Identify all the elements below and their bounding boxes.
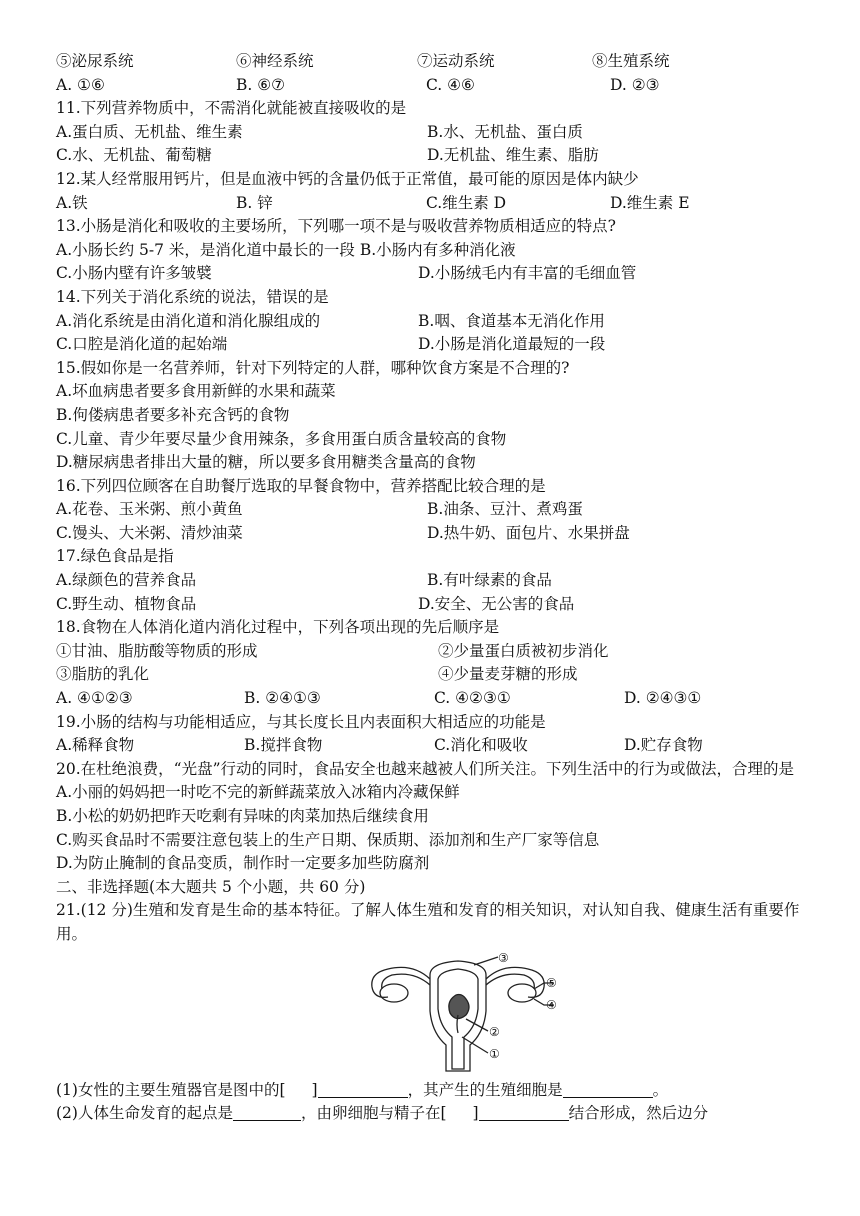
- option-d: D.无机盐、维生素、脂肪: [427, 146, 599, 165]
- q21-stem: 21.(12 分)生殖和发育是生命的基本特征。了解人体生殖和发育的相关知识，对认知自我、健康生活有重要作用。: [56, 901, 800, 943]
- option-c: C.水、无机盐、葡萄糖: [56, 146, 212, 165]
- q13-options-row2: [56, 262, 816, 286]
- option-d: D.糖尿病患者排出大量的糖，所以要多食用糖类含量高的食物: [56, 453, 476, 472]
- option-c: C.购买食品时不需要注意包装上的生产日期、保质期、添加剂和生产厂家等信息: [56, 830, 600, 849]
- label-1: ①: [489, 1046, 500, 1061]
- q17-stem: 17.绿色食品是指: [56, 547, 174, 566]
- option-d: D.小肠绒毛内有丰富的毛细血管: [418, 264, 637, 283]
- answer-blank[interactable]: [563, 1081, 653, 1098]
- option-c: C. ④⑥: [426, 75, 475, 94]
- option-b: B.有叶绿素的食品: [427, 571, 552, 590]
- option-b: B. ②④①③: [244, 689, 321, 708]
- q18-item: ④少量麦芽糖的形成: [438, 665, 578, 684]
- option-b: B.小松的奶奶把昨天吃剩有异味的肉菜加热后继续食用: [56, 807, 429, 825]
- q18-item: ③脂肪的乳化: [56, 665, 150, 684]
- q13-stem: 13.小肠是消化和吸收的主要场所，下列哪一项不是与吸收营养物质相适应的特点?: [56, 217, 616, 236]
- q10-items-row: [56, 50, 816, 74]
- q10-options-row: [56, 74, 816, 98]
- q20-stem: 20.在杜绝浪费，“光盘”行动的同时，食品安全也越来越被人们所关注。下列生活中的行为或做法，合理的是: [56, 759, 795, 778]
- option-c: C.口腔是消化道的起始端: [56, 335, 228, 354]
- option-c: C.馒头、大米粥、清炒油菜: [56, 523, 243, 542]
- q18-items-row1: [56, 640, 816, 664]
- option-a: A.蛋白质、无机盐、维生素: [56, 122, 243, 141]
- option-d: D.热牛奶、面包片、水果拼盘: [427, 523, 630, 542]
- option-a: A.花卷、玉米粥、煎小黄鱼: [56, 500, 243, 519]
- option-b: B. 锌: [236, 193, 273, 212]
- q18-stem: 18.食物在人体消化道内消化过程中，下列各项出现的先后顺序是: [56, 618, 500, 637]
- q10-item: ⑤泌尿系统: [56, 52, 134, 70]
- option-d: D. ②④③①: [624, 689, 702, 708]
- option-c: C.维生素 D: [426, 193, 507, 212]
- option-d: D.贮存食物: [624, 736, 703, 755]
- q17-options-row1: [56, 569, 816, 593]
- q15-stem: 15.假如你是一名营养师，针对下列特定的人群，哪种饮食方案是不合理的?: [56, 358, 570, 377]
- left-ovary: [380, 984, 408, 1002]
- q16-options-row2: [56, 522, 816, 546]
- option-d: D.安全、无公害的食品: [418, 594, 575, 613]
- option-d: D.为防止腌制的食品变质，制作时一定要多加些防腐剂: [56, 854, 430, 873]
- option-d: D.维生素 E: [610, 193, 690, 212]
- q18-options-row: [56, 687, 816, 711]
- option-c: C.消化和吸收: [434, 736, 528, 755]
- q12-options-row: [56, 192, 816, 216]
- right-ovary: [508, 984, 536, 1002]
- sub1-text-d: 。: [652, 1080, 669, 1099]
- option-a: A.稀释食物: [56, 736, 135, 755]
- option-a: A. ①⑥: [56, 75, 105, 94]
- option-c: C. ④②③①: [434, 689, 511, 708]
- option-b: B.水、无机盐、蛋白质: [427, 122, 583, 141]
- q10-item: ⑦运动系统: [417, 52, 495, 70]
- q19-stem: 19.小肠的结构与功能相适应，与其长度长且内表面积大相适应的功能是: [56, 712, 546, 731]
- option-a: A. ④①②③: [56, 689, 133, 708]
- q11-options-row1: [56, 121, 816, 145]
- option-a: A.绿颜色的营养食品: [56, 571, 197, 590]
- female-reproductive-system-figure: [56, 947, 816, 1079]
- sub1-text-b: ]: [311, 1080, 318, 1099]
- sub2-text-c: ]: [472, 1104, 479, 1123]
- answer-blank[interactable]: [318, 1081, 408, 1098]
- q21-sub2: [56, 1102, 816, 1126]
- q16-stem: 16.下列四位顾客在自助餐厅选取的早餐食物中，营养搭配比较合理的是: [56, 476, 546, 495]
- embryo: [449, 994, 469, 1018]
- option-a: A.消化系统是由消化道和消化腺组成的: [56, 311, 321, 330]
- uterus-diagram: [358, 949, 558, 1079]
- exam-page: [56, 50, 816, 1126]
- option-a: A.铁: [56, 193, 88, 212]
- option-b: B.搅拌食物: [244, 736, 323, 755]
- q14-options-row1: [56, 310, 816, 334]
- sub1-text-c: ，其产生的生殖细胞是: [407, 1080, 563, 1099]
- option-d: D. ②③: [610, 75, 660, 94]
- q14-options-row2: [56, 333, 816, 357]
- q18-items-row2: [56, 663, 816, 687]
- sub2-text-a: (2)人体生命发育的起点是: [56, 1104, 233, 1123]
- q19-options-row: [56, 734, 816, 758]
- option-b: B.油条、豆汁、煮鸡蛋: [427, 500, 583, 519]
- option-c: C.小肠内壁有许多皱襞: [56, 264, 212, 283]
- section-heading: 二、非选择题(本大题共 5 个小题，共 60 分): [56, 877, 366, 896]
- label-3: ③: [498, 950, 509, 965]
- q16-options-row1: [56, 498, 816, 522]
- option-a: A.坏血病患者要多食用新鲜的水果和蔬菜: [56, 382, 336, 401]
- label-4: ④: [546, 997, 557, 1012]
- label-2: ②: [489, 1024, 500, 1039]
- answer-blank[interactable]: [479, 1104, 569, 1121]
- q18-item: ①甘油、脂肪酸等物质的形成: [56, 641, 258, 660]
- option-d: D.小肠是消化道最短的一段: [418, 335, 606, 354]
- answer-blank[interactable]: [233, 1104, 301, 1121]
- sub2-text-b: ，由卵细胞与精子在[: [300, 1104, 447, 1123]
- sub1-text-a: (1)女性的主要生殖器官是图中的[: [56, 1080, 286, 1099]
- q11-stem: 11.下列营养物质中，不需消化就能被直接吸收的是: [56, 99, 407, 118]
- option-a: A.小丽的妈妈把一时吃不完的新鲜蔬菜放入冰箱内冷藏保鲜: [56, 783, 460, 802]
- option-b: B. ⑥⑦: [236, 75, 286, 94]
- option-b: B.咽、食道基本无消化作用: [418, 311, 605, 330]
- option-b: B.佝偻病患者要多补充含钙的食物: [56, 405, 290, 424]
- q10-item: ⑥神经系统: [236, 52, 314, 70]
- q14-stem: 14.下列关于消化系统的说法，错误的是: [56, 287, 329, 306]
- q21-sub1: [56, 1079, 816, 1103]
- q18-item: ②少量蛋白质被初步消化: [438, 641, 609, 660]
- label-5: ⑤: [546, 975, 557, 990]
- option-c: C.儿童、青少年要尽量少食用辣条，多食用蛋白质含量较高的食物: [56, 429, 507, 448]
- q12-stem: 12.某人经常服用钙片，但是血液中钙的含量仍低于正常值，最可能的原因是体内缺少: [56, 169, 639, 188]
- q10-item: ⑧生殖系统: [592, 52, 670, 70]
- q17-options-row2: [56, 593, 816, 617]
- q11-options-row2: [56, 144, 816, 168]
- option-c: C.野生动、植物食品: [56, 594, 197, 613]
- sub2-text-d: 结合形成，然后边分: [568, 1104, 709, 1123]
- q13-options-row1: A.小肠长约 5-7 米，是消化道中最长的一段 B.小肠内有多种消化液: [56, 240, 516, 259]
